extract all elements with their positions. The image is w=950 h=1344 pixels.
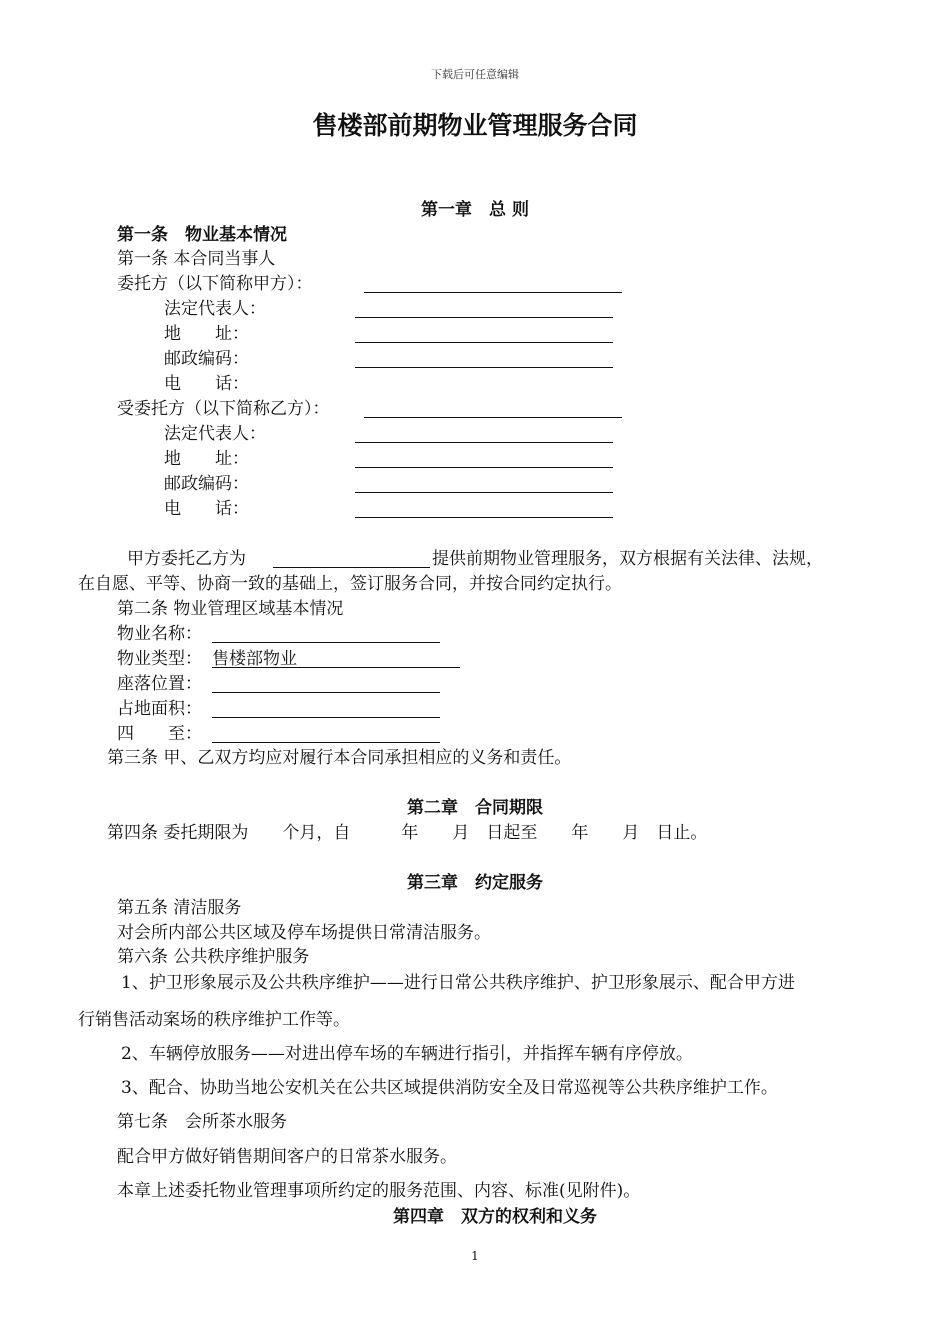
item-2: 2、车辆停放服务——对进出停车场的车辆进行指引，并指挥车辆有序停放。 — [121, 1044, 693, 1064]
property-area-label: 占地面积： — [117, 699, 202, 719]
article-4: 第四条 委托期限为 个月，自 年 月 日起至 年 月 日止。 — [107, 823, 708, 843]
chapter-1-heading: 第一章 总 则 — [421, 200, 529, 220]
chapter-3-summary: 本章上述委托物业管理事项所约定的服务范围、内容、标准(见附件)。 — [117, 1181, 641, 1201]
article-7-heading: 第七条 会所茶水服务 — [117, 1112, 287, 1132]
property-area-blank — [212, 717, 440, 718]
property-boundary-blank — [212, 742, 440, 743]
party-a-label: 委托方（以下简称甲方）： — [117, 274, 313, 294]
article-5-heading: 第五条 清洁服务 — [117, 898, 242, 918]
paragraph-1-blank — [273, 567, 430, 568]
party-a-phone: 电 话： — [164, 374, 249, 394]
property-location-label: 座落位置： — [117, 674, 202, 694]
property-location-blank — [212, 692, 440, 693]
party-b-phone: 电 话： — [164, 499, 249, 519]
party-b-representative-blank — [355, 442, 613, 443]
article-7-body: 配合甲方做好销售期间客户的日常茶水服务。 — [117, 1147, 457, 1167]
party-b-representative: 法定代表人： — [164, 424, 266, 444]
property-type-value: 售楼部物业 — [212, 649, 297, 669]
party-a-address-blank — [355, 342, 613, 343]
chapter-4-heading: 第四章 双方的权利和义务 — [393, 1207, 597, 1227]
chapter-2-heading: 第二章 合同期限 — [407, 798, 543, 818]
party-a-representative-blank — [355, 317, 613, 318]
party-b-postcode: 邮政编码： — [164, 474, 249, 494]
document-title: 售楼部前期物业管理服务合同 — [312, 111, 638, 140]
party-a-postcode: 邮政编码： — [164, 349, 249, 369]
item-3: 3、配合、协助当地公安机关在公共区域提供消防安全及日常巡视等公共秩序维护工作。 — [121, 1078, 778, 1098]
article-6-heading: 第六条 公共秩序维护服务 — [117, 947, 310, 967]
party-b-address-blank — [355, 467, 613, 468]
property-type-label: 物业类型： — [117, 649, 202, 669]
party-b-address: 地 址： — [164, 449, 249, 469]
article-1-heading: 第一条 物业基本情况 — [117, 225, 287, 245]
paragraph-1-start: 甲方委托乙方为 — [127, 549, 246, 569]
party-a-address: 地 址： — [164, 324, 249, 344]
party-b-label: 受委托方（以下简称乙方）： — [117, 399, 330, 419]
article-2-heading: 第二条 物业管理区域基本情况 — [117, 599, 344, 619]
property-name-label: 物业名称： — [117, 624, 202, 644]
chapter-3-heading: 第三章 约定服务 — [407, 873, 543, 893]
property-boundary-label: 四 至： — [117, 724, 202, 744]
party-a-postcode-blank — [355, 367, 613, 368]
item-1-line-2: 行销售活动案场的秩序维护工作等。 — [78, 1010, 350, 1030]
party-a-representative: 法定代表人： — [164, 299, 266, 319]
property-type-underline — [212, 667, 460, 668]
party-a-blank — [364, 292, 622, 293]
paragraph-1-rest: 提供前期物业管理服务，双方根据有关法律、法规， — [432, 549, 823, 569]
paragraph-1-continued: 在自愿、平等、协商一致的基础上，签订服务合同，并按合同约定执行。 — [78, 574, 622, 594]
item-1-line-1: 1、护卫形象展示及公共秩序维护——进行日常公共秩序维护、护卫形象展示、配合甲方进 — [121, 973, 795, 993]
property-name-blank — [212, 642, 440, 643]
party-b-phone-blank — [355, 517, 613, 518]
party-b-postcode-blank — [355, 492, 613, 493]
header-note: 下载后可任意编辑 — [431, 68, 519, 81]
article-3: 第三条 甲、乙双方均应对履行本合同承担相应的义务和责任。 — [107, 748, 572, 768]
article-1-line: 第一条 本合同当事人 — [117, 249, 276, 269]
article-5-body: 对会所内部公共区域及停车场提供日常清洁服务。 — [117, 923, 491, 943]
party-b-blank — [364, 417, 622, 418]
page-number: 1 — [471, 1249, 479, 1263]
